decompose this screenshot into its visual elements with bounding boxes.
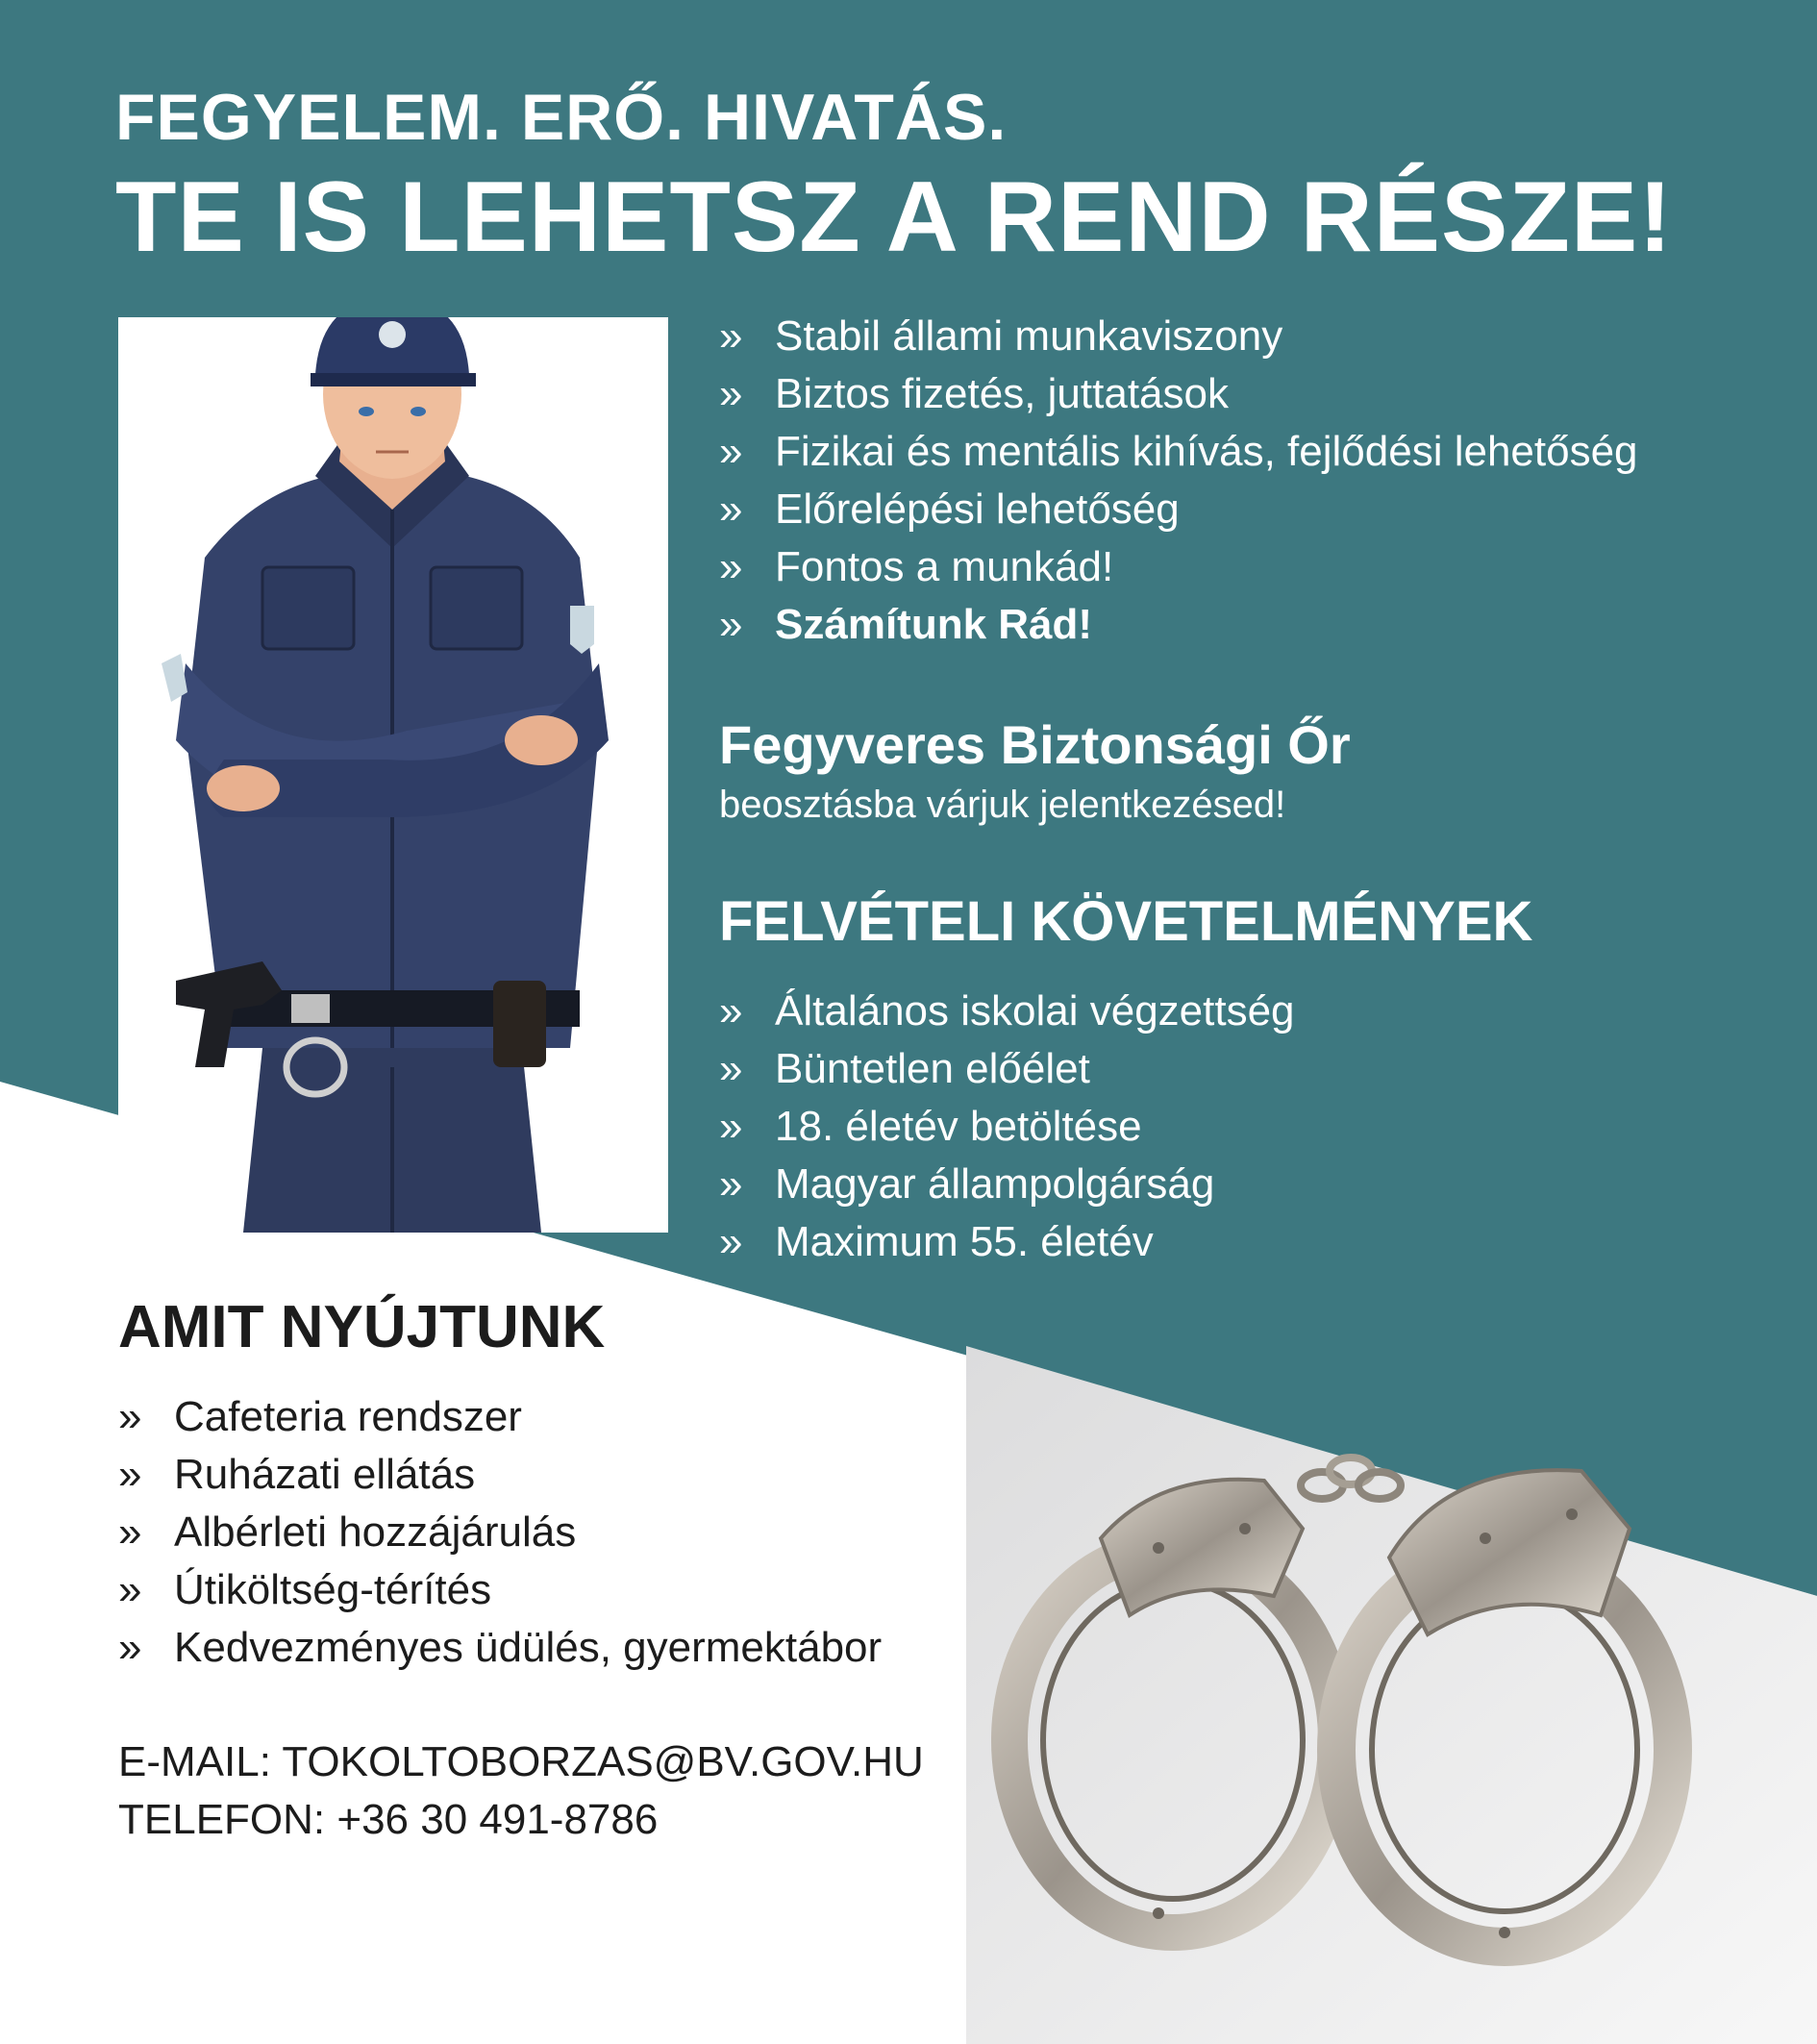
bullet-icon: » bbox=[118, 1393, 142, 1440]
list-item: » Maximum 55. életév bbox=[719, 1213, 1295, 1271]
list-item: » Stabil állami munkaviszony bbox=[719, 308, 1638, 365]
bullet-icon: » bbox=[719, 428, 743, 475]
benefits-list bbox=[719, 308, 1638, 654]
list-item: » Útiköltség-térítés bbox=[118, 1561, 882, 1619]
handcuffs-drawing bbox=[966, 1308, 1817, 2044]
job-subtitle: beosztásba várjuk jelentkezésed! bbox=[719, 784, 1286, 826]
contact-phone[interactable]: TELEFON: +36 30 491-8786 bbox=[118, 1796, 659, 1843]
requirements-list bbox=[719, 983, 1295, 1271]
bullet-icon: » bbox=[719, 1218, 743, 1265]
requirements-heading: FELVÉTELI KÖVETELMÉNYEK bbox=[719, 890, 1533, 953]
bullet-icon: » bbox=[719, 601, 743, 648]
bullet-icon: » bbox=[719, 312, 743, 360]
list-item: » 18. életév betöltése bbox=[719, 1098, 1295, 1156]
list-item: » Kedvezményes üdülés, gyermektábor bbox=[118, 1619, 882, 1677]
main-headline: TE IS LEHETSZ A REND RÉSZE! bbox=[115, 162, 1673, 273]
offer-list bbox=[118, 1388, 882, 1677]
guard-drawing bbox=[118, 317, 668, 1233]
list-item: » Ruházati ellátás bbox=[118, 1446, 882, 1504]
list-item: » Büntetlen előélet bbox=[719, 1040, 1295, 1098]
list-item: » Előrelépési lehetőség bbox=[719, 481, 1638, 538]
bullet-icon: » bbox=[118, 1451, 142, 1498]
bullet-icon: » bbox=[719, 1103, 743, 1150]
list-item-emphasis: » Számítunk Rád! bbox=[719, 596, 1638, 654]
bullet-icon: » bbox=[118, 1624, 142, 1671]
list-item: » Albérleti hozzájárulás bbox=[118, 1504, 882, 1561]
security-guard-illustration bbox=[118, 317, 668, 1233]
offer-heading: AMIT NYÚJTUNK bbox=[118, 1294, 606, 1360]
bullet-icon: » bbox=[719, 987, 743, 1034]
list-item: » Általános iskolai végzettség bbox=[719, 983, 1295, 1040]
tagline: FEGYELEM. ERŐ. HIVATÁS. bbox=[115, 81, 1008, 154]
list-item: » Biztos fizetés, juttatások bbox=[719, 365, 1638, 423]
bullet-icon: » bbox=[118, 1508, 142, 1556]
job-title: Fegyveres Biztonsági Őr bbox=[719, 714, 1351, 775]
bullet-icon: » bbox=[719, 486, 743, 533]
bullet-icon: » bbox=[118, 1566, 142, 1613]
bullet-icon: » bbox=[719, 1160, 743, 1208]
bullet-icon: » bbox=[719, 1045, 743, 1092]
contact-email[interactable]: E-MAIL: TOKOLTOBORZAS@BV.GOV.HU bbox=[118, 1738, 924, 1785]
list-item: » Fontos a munkád! bbox=[719, 538, 1638, 596]
bullet-icon: » bbox=[719, 370, 743, 417]
list-item: » Fizikai és mentális kihívás, fejlődési lehetőség bbox=[719, 423, 1638, 481]
bullet-icon: » bbox=[719, 543, 743, 590]
list-item: » Magyar állampolgárság bbox=[719, 1156, 1295, 1213]
list-item: » Cafeteria rendszer bbox=[118, 1388, 882, 1446]
handcuffs-photo bbox=[966, 1308, 1817, 2044]
